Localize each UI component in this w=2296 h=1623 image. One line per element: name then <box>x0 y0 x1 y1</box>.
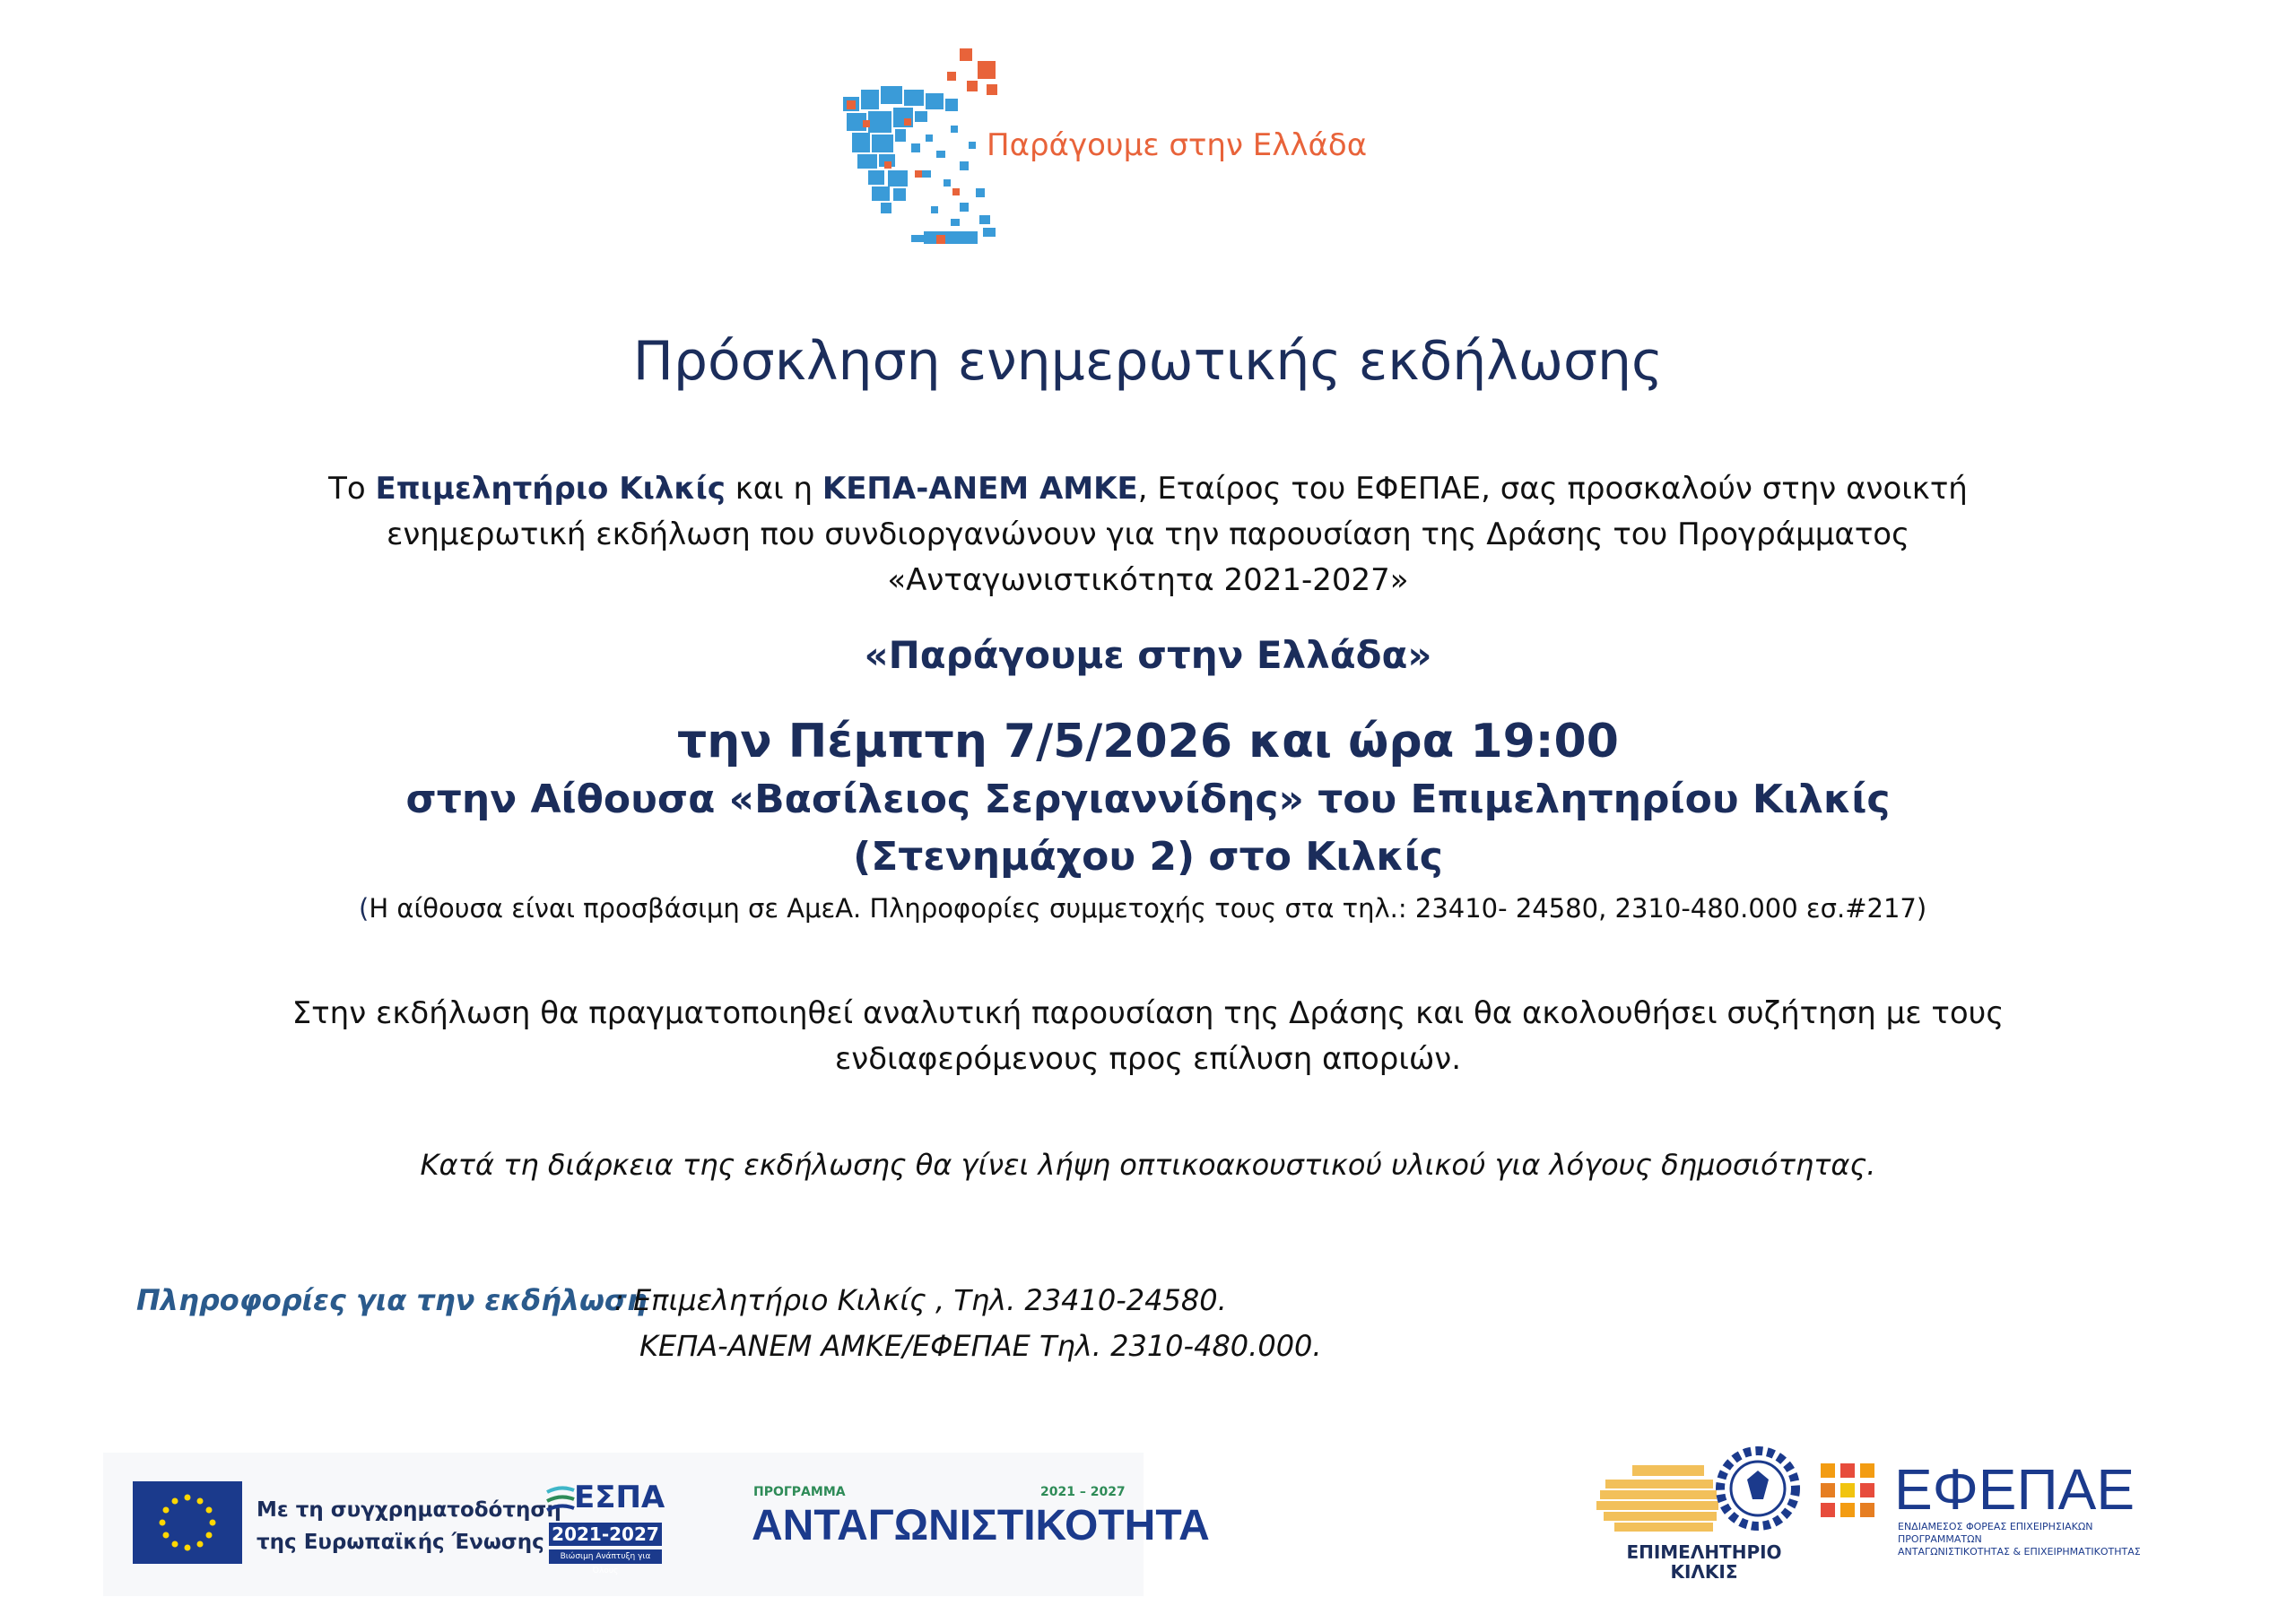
info-label: Πληροφορίες για την εκδήλωση <box>136 1283 648 1317</box>
details-line-1: Στην εκδήλωση θα πραγματοποιηθεί αναλυτική παρουσίαση της Δράσης και θα ακολουθήσει συζήτηση με τους <box>291 995 2005 1031</box>
chamber-kilkis-text: ΕΠΙΜΕΛΗΤΗΡΙΟ ΚΙΛΚΙΣ <box>1626 1541 1782 1583</box>
intro-line-1: Το Επιμελητήριο Κιλκίς και η ΚΕΠΑ-ΑΝΕΜ ΑΜΚΕ, Εταίρος του ΕΦΕΠΑΕ, σας προσκαλούν στην ανοικτή <box>328 471 1968 507</box>
eu-flag-icon <box>133 1481 242 1564</box>
info-contact-1: : Επιμελητήριο Κιλκίς , Τηλ. 23410-24580. <box>614 1283 1227 1317</box>
event-venue: στην Αίθουσα «Βασίλειος Σεργιαννίδης» του Επιμελητηρίου Κιλκίς <box>405 777 1891 822</box>
intro-line-2: ενημερωτική εκδήλωση που συνδιοργανώνουν για την παρουσίαση της Δράσης του Προγράμματος <box>386 516 1910 552</box>
efepae-subtitle: ΕΝΔΙΑΜΕΣΟΣ ΦΟΡΕΑΣ ΕΠΙΧΕΙΡΗΣΙΑΚΩΝ ΠΡΟΓΡΑΜΜΑΤΩΝ ΑΝΤΑΓΩΝΙΣΤΙΚΟΤΗΤΑΣ & ΕΠΙΧΕΙΡΗΜΑΤΙΚΟΤΗΤΑΣ <box>1898 1521 2141 1558</box>
info-contact-2: ΚΕΠΑ-ΑΝΕΜ ΑΜΚΕ/ΕΦΕΠΑΕ Τηλ. 2310-480.000. <box>639 1329 1322 1363</box>
page-title: Πρόσκληση ενημερωτικής εκδήλωσης <box>632 330 1664 393</box>
intro-paragraph <box>161 466 2135 603</box>
event-address: (Στενημάχου 2) στο Κιλκίς <box>853 834 1443 880</box>
espa-logo-title: ΕΣΠΑ <box>574 1480 665 1515</box>
espa-tagline: Βιώσιμη Ανάπτυξη για Όλους <box>549 1549 662 1564</box>
event-datetime: την Πέμπτη 7/5/2026 και ώρα 19:00 <box>677 715 1619 768</box>
espa-years: 2021-2027 <box>549 1523 662 1546</box>
organizer-kepa: ΚΕΠΑ-ΑΝΕΜ ΑΜΚΕ <box>822 471 1138 507</box>
efepae-mark-icon <box>1821 1463 1892 1535</box>
intro-line-3: «Ανταγωνιστικότητα 2021-2027» <box>887 562 1409 598</box>
programme-name: «Παράγουμε στην Ελλάδα» <box>864 633 1432 677</box>
details-line-2: ενδιαφερόμενους προς επίλυση αποριών. <box>834 1041 1462 1077</box>
accessibility-note: (Η αίθουσα είναι προσβάσιμη σε ΑμεΑ. Πληροφορίες συμμετοχής τους στα τηλ.: 23410- 24580, 2310-480.000 εσ.#217) <box>359 893 1927 924</box>
efepae-logo-name: ΕΦΕΠΑΕ <box>1894 1457 2135 1522</box>
programme-years: 2021 – 2027 <box>1040 1485 1126 1499</box>
recording-note: Κατά τη διάρκεια της εκδήλωσης θα γίνει λήψη οπτικοακουστικού υλικού για λόγους δημοσιότητας. <box>420 1148 1876 1182</box>
programme-label: ΠΡΟΓΡΑΜΜΑ <box>753 1485 846 1499</box>
organizer-chamber: Επιμελητήριο Κιλκίς <box>375 471 726 507</box>
details-paragraph <box>161 991 2135 1082</box>
programme-logo-title: ΑΝΤΑΓΩΝΙΣΤΙΚΟΤΗΤΑ <box>752 1502 1210 1549</box>
espa-stripes-icon <box>545 1485 576 1521</box>
logo-text: Παράγουμε στην Ελλάδα <box>987 127 1368 163</box>
cofunding-text: Με τη συγχρηματοδότηση της Ευρωπαϊκής Ένωσης <box>257 1498 561 1554</box>
